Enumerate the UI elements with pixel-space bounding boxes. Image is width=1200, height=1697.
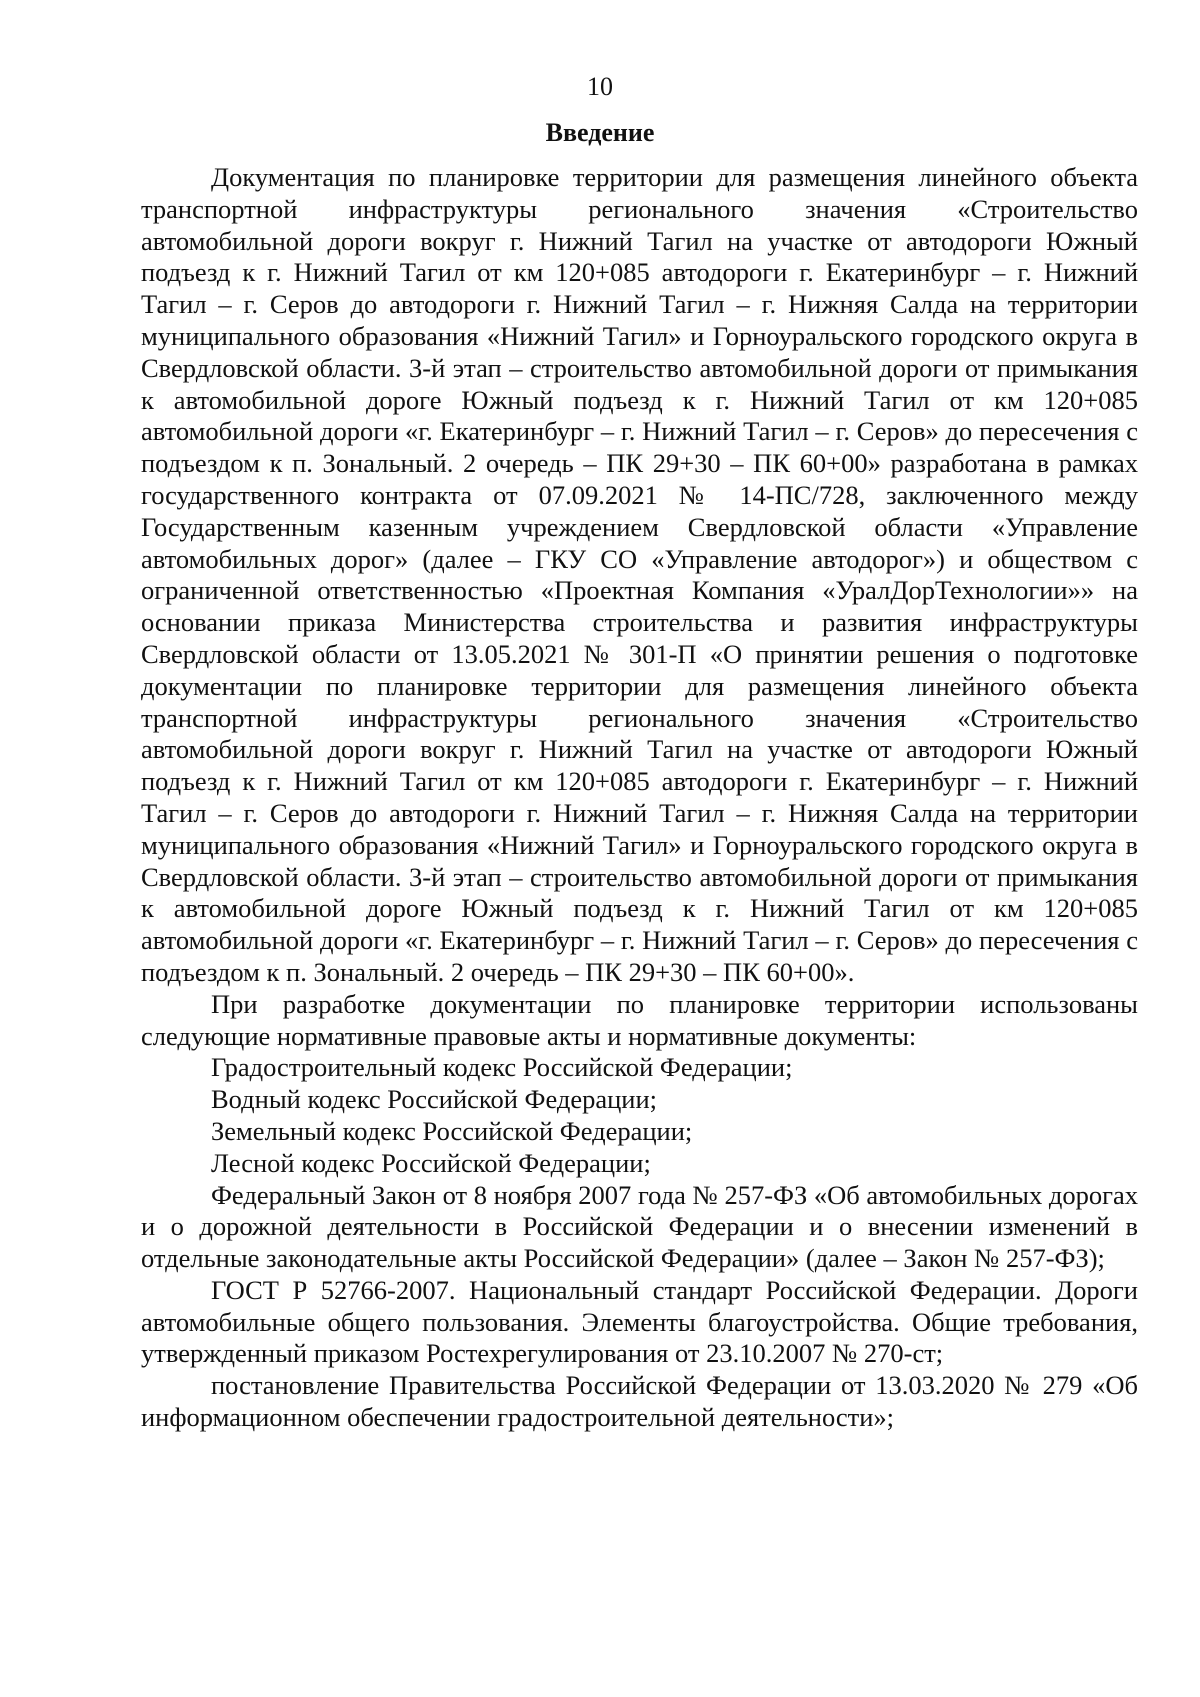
- section-title: Введение: [545, 118, 655, 147]
- list-item-forest-code: Лесной кодекс Российской Федерации;: [211, 1147, 651, 1178]
- list-item-government-decree-279: постановление Правительства Российской Федерации от 13.03.2020 № 279 «Об информационном обеспечении градостроительной деятельности»;: [141, 1370, 1138, 1433]
- document-body: [141, 162, 1138, 1434]
- list-item-water-code: Водный кодекс Российской Федерации;: [211, 1084, 658, 1115]
- list-item-federal-law-257: Федеральный Закон от 8 ноября 2007 года № 257-ФЗ «Об автомобильных дорогах и о дорожной деятельности в Российской Федерации и о внесении изменений в отдельные законодательные акты Российской Федерации» (далее – Закон № 257-ФЗ);: [141, 1179, 1138, 1274]
- list-item-gost-52766: ГОСТ Р 52766-2007. Национальный стандарт Российской Федерации. Дороги автомобильные общего пользования. Элементы благоустройства. Общие требования, утвержденный приказом Ростехрегулирования от 23.10.2007 № 270-ст;: [141, 1274, 1138, 1369]
- page-number: 10: [587, 72, 613, 101]
- list-item-urban-code: Градостроительный кодекс Российской Федерации;: [211, 1052, 793, 1083]
- list-item-land-code: Земельный кодекс Российской Федерации;: [211, 1115, 693, 1146]
- paragraph-intro: Документация по планировке территории для размещения линейного объекта транспортной инфраструктуры регионального значения «Строительство автомобильной дороги вокруг г. Нижний Тагил на участке от автодороги Южный подъезд к г. Нижний Тагил от км 120+085 автодороги г. Екатеринбург – г. Нижний Тагил – г. Серов до автодороги г. Нижний Тагил – г. Нижняя Салда на территории муниципального образования «Нижний Тагил» и Горноуральского городского округа в Свердловской области. 3-й этап – строительство автомобильной дороги от примыкания к автомобильной дороге Южный подъезд к г. Нижний Тагил от км 120+085 автомобильной дороги «г. Екатеринбург – г. Нижний Тагил – г. Серов» до пересечения с подъездом к п. Зональный. 2 очередь – ПК 29+30 – ПК 60+00» разработана в рамках государственного контракта от 07.09.2021 № 14-ПС/728, заключенного между Государственным казенным учреждением Свердловской области «Управление автомобильных дорог» (далее – ГКУ СО «Управление автодорог») и обществом с ограниченной ответственностью «Проектная Компания «УралДорТехнологии»» на основании приказа Министерства строительства и развития инфраструктуры Свердловской области от 13.05.2021 № 301-П «О принятии решения о подготовке документации по планировке территории для размещения линейного объекта транспортной инфраструктуры регионального значения «Строительство автомобильной дороги вокруг г. Нижний Тагил на участке от автодороги Южный подъезд к г. Нижний Тагил от км 120+085 автодороги г. Екатеринбург – г. Нижний Тагил – г. Серов до автодороги г. Нижний Тагил – г. Нижняя Салда на территории муниципального образования «Нижний Тагил» и Горноуральского городского округа в Свердловской области. 3-й этап – строительство автомобильной дороги от примыкания к автомобильной дороге Южный подъезд к г. Нижний Тагил от км 120+085 автомобильной дороги «г. Екатеринбург – г. Нижний Тагил – г. Серов» до пересечения с подъездом к п. Зональный. 2 очередь – ПК 29+30 – ПК 60+00».: [141, 162, 1138, 987]
- paragraph-normative-acts: При разработке документации по планировке территории использованы следующие нормативные правовые акты и нормативные документы:: [141, 988, 1138, 1051]
